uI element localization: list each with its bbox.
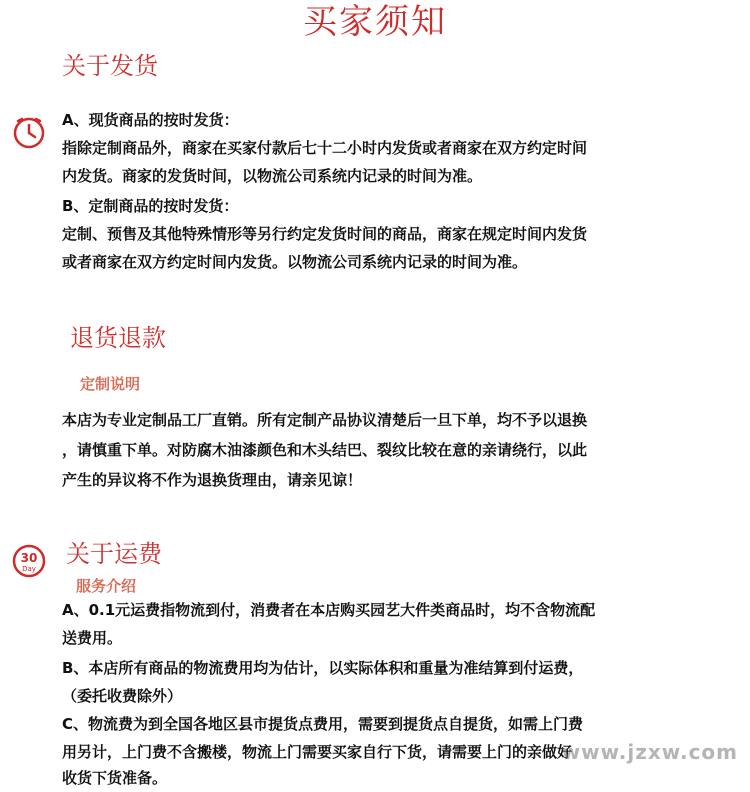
shipping-line-b-title: B、定制商品的按时发货：	[62, 197, 239, 215]
freight-line: 收货下货准备。	[62, 769, 168, 787]
badge-unit: Day	[22, 565, 36, 573]
clock-icon	[12, 116, 46, 150]
freight-line-c: C、物流费为到全国各地区县市提货点费用，需要到提货点自提货，如需上门费	[62, 715, 584, 733]
freight-line: 用另计，上门费不含搬楼，物流上门需要买家自行下货，请需要上门的亲做好	[62, 743, 573, 761]
shipping-line: 内发货。商家的发货时间，以物流公司系统内记录的时间为准。	[62, 167, 483, 185]
shipping-line-a-title: A、现货商品的按时发货：	[62, 111, 239, 129]
freight-line: （委托收费除外）	[62, 687, 183, 705]
shipping-line: 指除定制商品外，商家在买家付款后七十二小时内发货或者商家在双方约定时间	[62, 139, 588, 157]
returns-line: ，请慎重下单。对防腐木油漆颜色和木头结巴、裂纹比较在意的亲请绕行，以此	[62, 441, 588, 459]
watermark: www.jzxw.com	[561, 740, 738, 764]
page-title: 买家须知	[303, 2, 447, 42]
freight-heading: 关于运费	[66, 540, 162, 568]
freight-line-a: A、0.1元运费指物流到付，消费者在本店购买园艺大件类商品时，均不含物流配	[62, 601, 596, 619]
returns-subheading: 定制说明	[80, 375, 141, 393]
shipping-line: 或者商家在双方约定时间内发货。以物流公司系统内记录的时间为准。	[62, 253, 528, 271]
returns-heading: 退货退款	[70, 324, 166, 352]
returns-line: 本店为专业定制品工厂直销。所有定制产品协议清楚后一旦下单，均不予以退换	[62, 411, 588, 429]
freight-subheading: 服务介绍	[76, 577, 137, 595]
shipping-heading: 关于发货	[62, 52, 158, 80]
30-day-badge-icon	[12, 544, 46, 578]
freight-line-b: B、本店所有商品的物流费用均为估计，以实际体积和重量为准结算到付运费，	[62, 659, 584, 677]
returns-line: 产生的异议将不作为退换货理由，请亲见谅！	[62, 471, 363, 489]
freight-line: 送费用。	[62, 629, 123, 647]
shipping-line: 定制、预售及其他特殊情形等另行约定发货时间的商品，商家在规定时间内发货	[62, 225, 588, 243]
badge-number: 30	[20, 551, 38, 565]
